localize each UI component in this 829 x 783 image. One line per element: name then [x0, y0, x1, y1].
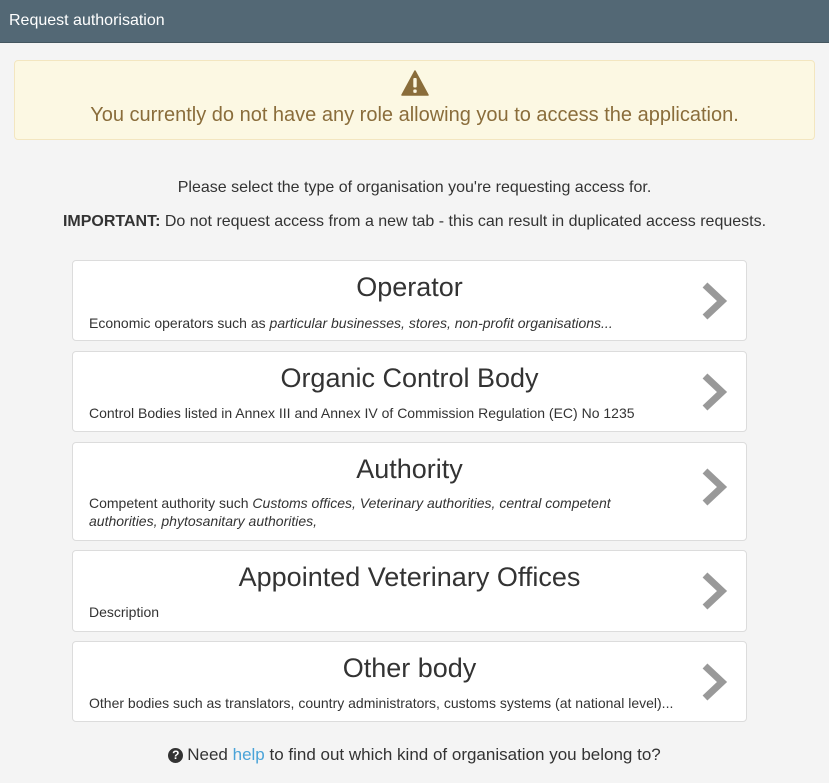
header-title: Request authorisation	[9, 12, 165, 29]
option-title: Other body	[342, 653, 477, 683]
option-title: Operator	[356, 272, 463, 302]
important-text: Do not request access from a new tab - this can result in duplicated access requests.	[160, 213, 767, 230]
important-label: IMPORTANT:	[62, 213, 161, 230]
chevron-right-icon	[700, 372, 728, 412]
help-text-after: to find out which kind of organisation you belong to?	[264, 745, 661, 764]
important-notice	[0, 213, 829, 231]
option-title: Appointed Veterinary Offices	[238, 562, 581, 592]
chevron-right-icon	[700, 467, 728, 507]
option-other-body[interactable]	[72, 641, 747, 722]
option-description: Description	[89, 604, 160, 620]
chevron-right-icon	[700, 571, 728, 611]
alert-message: You currently do not have any role allowing you to access the application.	[90, 104, 739, 126]
warning-icon	[401, 70, 429, 96]
option-title: Organic Control Body	[280, 363, 539, 393]
chevron-right-icon	[700, 662, 728, 702]
question-circle-icon: ?	[168, 748, 183, 763]
help-footer	[0, 745, 829, 765]
chevron-right-icon	[700, 281, 728, 321]
option-operator[interactable]	[72, 260, 747, 341]
help-text-before: Need	[187, 745, 233, 764]
option-description: Economic operators such as particular businesses, stores, non-profit organisations...	[89, 315, 613, 331]
warning-alert	[14, 60, 815, 140]
page-header	[0, 0, 829, 43]
option-title: Authority	[356, 454, 463, 484]
option-authority[interactable]	[72, 442, 747, 541]
option-description: Competent authority such Customs offices, Veterinary authorities, central competent authorities, phytosanitary authorities,	[89, 495, 611, 529]
intro-text: Please select the type of organisation you're requesting access for.	[177, 179, 652, 196]
option-description: Other bodies such as translators, country administrators, customs systems (at national level)...	[89, 695, 674, 711]
help-link[interactable]: help	[232, 745, 265, 764]
option-appointed-veterinary-offices[interactable]	[72, 550, 747, 632]
option-description: Control Bodies listed in Annex III and Annex IV of Commission Regulation (EC) No 1235	[89, 405, 635, 421]
option-organic-control-body[interactable]	[72, 351, 747, 432]
